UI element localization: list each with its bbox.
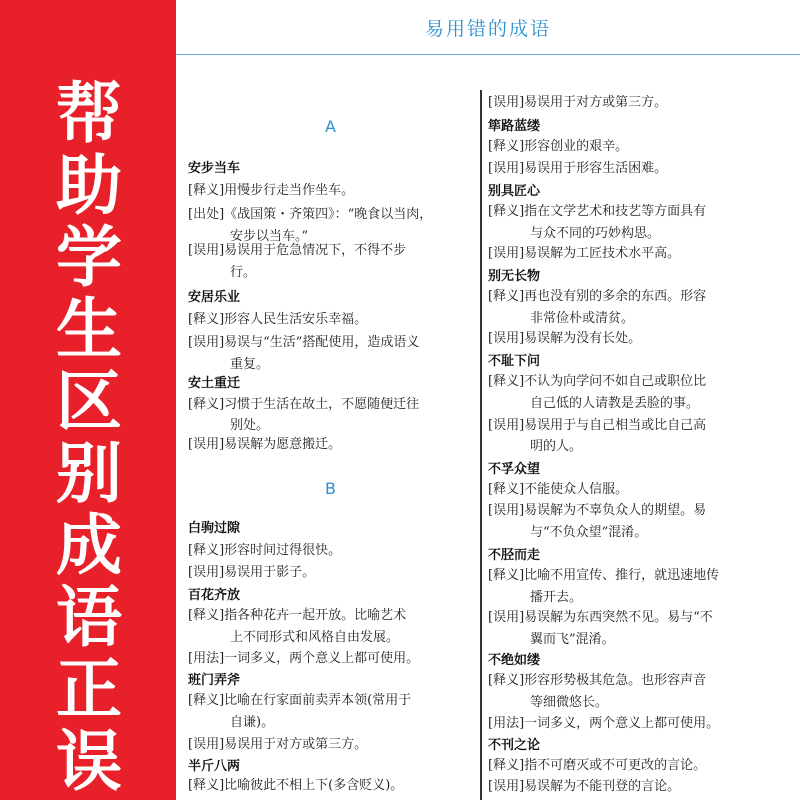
idiom-line: [误用]易误用于影子。 xyxy=(188,565,316,580)
idiom-line: 明的人。 xyxy=(530,439,583,454)
banner-char: 学 xyxy=(56,219,122,296)
idiom-line: [误用]易误用于对方或第三方。 xyxy=(188,737,368,752)
idiom-title: 不胫而走 xyxy=(488,548,541,563)
idiom-line: [误用]易误用于对方或第三方。 xyxy=(488,95,668,110)
idiom-line: [释义]比喻不用宣传、推行，就迅速地传 xyxy=(488,568,720,583)
idiom-line: 与“不负众望”混淆。 xyxy=(530,525,648,540)
idiom-line: [误用]易误用于形容生活困难。 xyxy=(488,161,668,176)
banner-char: 生 xyxy=(56,291,122,368)
idiom-title: 半斤八两 xyxy=(188,759,241,774)
idiom-title: 白驹过隙 xyxy=(188,521,241,536)
idiom-line: 等细微悠长。 xyxy=(530,695,609,710)
idiom-line: 安步以当车。” xyxy=(230,229,309,244)
idiom-title: 筚路蓝缕 xyxy=(488,119,541,134)
banner-char: 区 xyxy=(56,363,122,440)
idiom-title: 百花齐放 xyxy=(188,588,241,603)
section-letter-b: B xyxy=(325,479,336,498)
red-banner xyxy=(0,0,176,800)
idiom-line: 与众不同的巧妙构思。 xyxy=(530,226,661,241)
idiom-line: 别处。 xyxy=(230,418,270,433)
idiom-line: [释义]指在文学艺术和技艺等方面具有 xyxy=(488,204,707,219)
idiom-line: [释义]不认为向学问不如自己或职位比 xyxy=(488,374,707,389)
idiom-line: [释义]再也没有别的多余的东西。形容 xyxy=(488,289,707,304)
idiom-line: [误用]易误解为工匠技术水平高。 xyxy=(488,246,681,261)
column-divider xyxy=(480,90,482,800)
idiom-line: [释义]比喻彼此不相上下(多含贬义)。 xyxy=(188,778,404,793)
idiom-title: 不孚众望 xyxy=(488,462,541,477)
banner-char: 帮 xyxy=(56,75,122,152)
idiom-line: [误用]易误解为不能刊登的言论。 xyxy=(488,779,681,794)
left-column xyxy=(188,0,473,800)
banner-char: 别 xyxy=(56,435,122,512)
idiom-line: [误用]易误与“生活”搭配使用，造成语义 xyxy=(188,335,420,350)
idiom-title: 不绝如缕 xyxy=(488,653,541,668)
idiom-line: [误用]易误解为没有长处。 xyxy=(488,331,642,346)
idiom-title: 不刊之论 xyxy=(488,738,541,753)
idiom-line: 自己低的人请教是丢脸的事。 xyxy=(530,396,700,411)
idiom-line: [释义]习惯于生活在故土，不愿随便迁往 xyxy=(188,397,420,412)
idiom-line: 非常俭朴或清贫。 xyxy=(530,311,635,326)
banner-char: 助 xyxy=(56,147,122,224)
idiom-line: [误用]易误用于危急情况下，不得不步 xyxy=(188,243,407,258)
idiom-line: [释义]形容人民生活安乐幸福。 xyxy=(188,312,368,327)
section-letter-a: A xyxy=(325,117,336,136)
idiom-line: [误用]易误解为不辜负众人的期望。易 xyxy=(488,503,707,518)
idiom-line: 翼而飞”混淆。 xyxy=(530,632,615,647)
idiom-line: 播开去。 xyxy=(530,590,583,605)
idiom-title: 别具匠心 xyxy=(488,184,541,199)
idiom-line: 自谦)。 xyxy=(230,715,275,730)
idiom-line: [释义]用慢步行走当作坐车。 xyxy=(188,183,355,198)
idiom-line: [释义]形容形势极其危急。也形容声音 xyxy=(488,673,707,688)
book-page xyxy=(176,0,800,800)
banner-char: 误 xyxy=(56,723,122,800)
idiom-line: [误用]易误解为愿意搬迁。 xyxy=(188,437,342,452)
idiom-line: [用法]一词多义，两个意义上都可使用。 xyxy=(188,651,420,666)
idiom-line: [释义]指不可磨灭或不可更改的言论。 xyxy=(488,758,707,773)
idiom-line: [释义]形容创业的艰辛。 xyxy=(488,139,629,154)
idiom-line: 上不同形式和风格自由发展。 xyxy=(230,630,400,645)
idiom-line: [释义]形容时间过得很快。 xyxy=(188,543,342,558)
idiom-line: 行。 xyxy=(230,265,257,280)
idiom-line: [出处]《战国策・齐策四》：“晚食以当肉， xyxy=(188,207,433,222)
idiom-line: [误用]易误用于与自己相当或比自己高 xyxy=(488,418,707,433)
idiom-title: 安土重迁 xyxy=(188,376,241,391)
idiom-line: [释义]不能使众人信服。 xyxy=(488,482,629,497)
idiom-title: 不耻下问 xyxy=(488,354,541,369)
banner-vertical-title xyxy=(14,75,164,800)
idiom-line: [误用]易误解为东西突然不见。易与“不 xyxy=(488,610,713,625)
idiom-title: 安居乐业 xyxy=(188,290,241,305)
idiom-title: 班门弄斧 xyxy=(188,673,241,688)
page-title: 易用错的成语 xyxy=(424,18,551,40)
idiom-title: 别无长物 xyxy=(488,269,541,284)
idiom-title: 安步当车 xyxy=(188,161,241,176)
idiom-line: [释义]指各种花卉一起开放。比喻艺术 xyxy=(188,608,407,623)
idiom-line: 重复。 xyxy=(230,357,270,372)
banner-char: 语 xyxy=(56,579,122,656)
banner-char: 正 xyxy=(56,651,122,728)
banner-char: 成 xyxy=(56,507,122,584)
idiom-line: [用法]一词多义，两个意义上都可使用。 xyxy=(488,716,720,731)
right-column xyxy=(488,0,788,800)
idiom-line: [释义]比喻在行家面前卖弄本领(常用于 xyxy=(188,693,412,708)
